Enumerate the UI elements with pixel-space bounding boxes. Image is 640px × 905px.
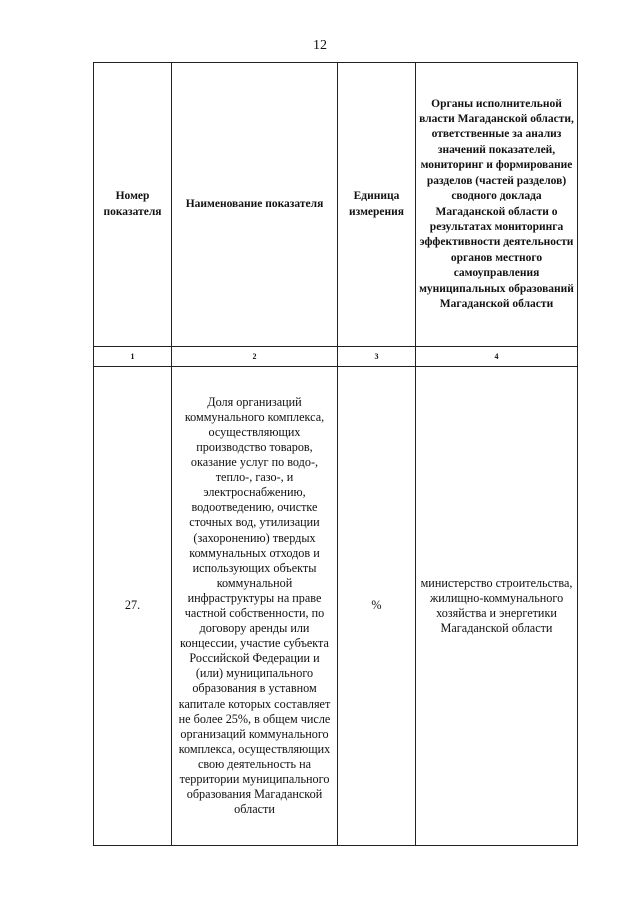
responsible-body: министерство строительства, жилищно-коммунального хозяйства и энергетики Магаданской области <box>416 367 578 846</box>
column-number: 1 <box>94 347 172 367</box>
indicator-name: Доля организаций коммунального комплекса, осуществляющих производство товаров, оказание услуг по водо-, тепло-, газо-, и электроснабжению, водоотведению, очистке сточных вод, утилизации (захоронению) твердых коммунальных отходов и использующих объекты коммунальной инфраструктуры на праве частной собственности, по договору аренды или концессии, участие субъекта Российской Федерации и (или) муниципального образования в уставном капитале которых составляет не более 25%, в общем числе организаций коммунального комплекса, осуществляющих свою деятельность на территории муниципального образования Магаданской области <box>172 367 338 846</box>
indicator-number: 27. <box>94 367 172 846</box>
indicators-table <box>93 62 578 846</box>
page-number: 12 <box>313 38 327 53</box>
table-header-row <box>94 63 578 347</box>
header-indicator-name: Наименование показателя <box>172 63 338 347</box>
column-number: 3 <box>338 347 416 367</box>
header-responsible-bodies: Органы исполнительной власти Магаданской области, ответственные за анализ значений показателей, мониторинг и формирование разделов (частей разделов) сводного доклада Магаданской области о результатах мониторинга эффективности деятельности органов местного самоуправления муниципальных образований Магаданской области <box>416 63 578 347</box>
header-indicator-number: Номер показателя <box>94 63 172 347</box>
column-number: 4 <box>416 347 578 367</box>
column-number: 2 <box>172 347 338 367</box>
column-numbers-row <box>94 347 578 367</box>
table-row <box>94 367 578 846</box>
header-unit: Единица измерения <box>338 63 416 347</box>
indicator-unit: % <box>338 367 416 846</box>
